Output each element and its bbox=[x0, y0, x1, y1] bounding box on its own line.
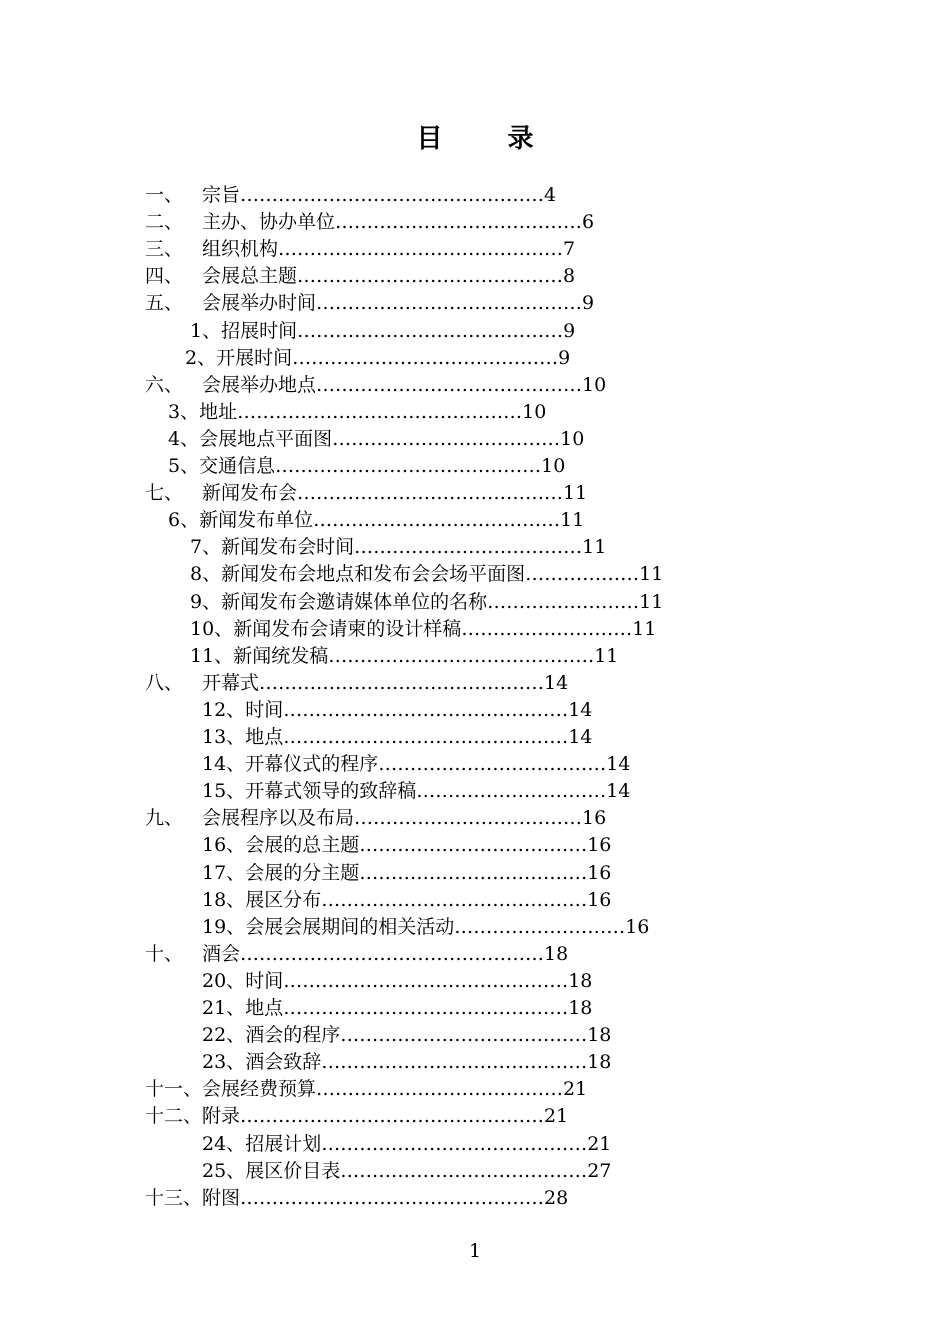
toc-entry[interactable] bbox=[190, 643, 618, 670]
toc-entry-title: 招展计划 bbox=[245, 1132, 322, 1155]
toc-entry-title: 新闻发布会地点和发布会会场平面图 bbox=[221, 563, 526, 586]
toc-entry-leader: ……………………… bbox=[461, 617, 633, 640]
toc-entry[interactable] bbox=[202, 995, 592, 1022]
toc-entry-page: 14 bbox=[568, 698, 593, 721]
toc-entry-page: 14 bbox=[606, 753, 631, 776]
toc-entry-title: 宗旨 bbox=[202, 184, 241, 206]
toc-entry-number: 6、 bbox=[168, 509, 200, 532]
toc-entry-title: 主办、协办单位 bbox=[202, 211, 336, 234]
toc-entry-number: 7、 bbox=[190, 536, 222, 559]
toc-entry[interactable] bbox=[202, 887, 611, 914]
toc-entry-number: 十三、 bbox=[145, 1186, 203, 1209]
toc-entry-page: 11 bbox=[560, 509, 585, 532]
toc-entry-number: 25、 bbox=[202, 1159, 246, 1182]
toc-entry-leader: ………………………………… bbox=[340, 1024, 588, 1047]
toc-entry-number: 9、 bbox=[190, 590, 222, 613]
toc-entry[interactable] bbox=[145, 941, 568, 968]
toc-entry-leader: ……………………… bbox=[454, 915, 626, 938]
toc-entry-number: 3、 bbox=[168, 400, 200, 423]
toc-entry-title: 酒会 bbox=[202, 942, 241, 965]
toc-entry-page: 14 bbox=[606, 780, 631, 803]
toc-entry-leader: …………………………………… bbox=[328, 644, 595, 667]
toc-entry-page: 16 bbox=[587, 861, 612, 884]
toc-entry-title: 附录 bbox=[202, 1105, 241, 1128]
toc-entry-leader: ……………………………… bbox=[359, 861, 588, 884]
toc-entry-leader: ………………………………………… bbox=[240, 184, 545, 206]
toc-entry[interactable] bbox=[202, 724, 592, 751]
toc-entry-number: 4、 bbox=[168, 427, 200, 450]
toc-entry-leader: ………………………………………… bbox=[240, 942, 545, 965]
toc-entry-leader: ……………………………………… bbox=[283, 969, 569, 992]
toc-entry-leader: ……………… bbox=[525, 563, 640, 586]
toc-entry[interactable] bbox=[145, 1103, 568, 1130]
toc-entry-page: 18 bbox=[544, 942, 569, 965]
toc-entry-title: 开幕仪式的程序 bbox=[245, 753, 379, 776]
toc-entry-leader: ……………………………… bbox=[378, 753, 607, 776]
toc-entry-leader: …………………………………… bbox=[321, 888, 588, 911]
toc-entry-number: 20、 bbox=[202, 969, 246, 992]
toc-entry-title: 新闻发布会 bbox=[202, 482, 298, 505]
toc-entry-leader: ……………………………… bbox=[359, 834, 588, 857]
toc-entry-leader: ………………………………………… bbox=[240, 1105, 545, 1128]
toc-entry-number: 14、 bbox=[202, 753, 246, 776]
toc-entry[interactable] bbox=[190, 561, 663, 588]
toc-entry-page: 16 bbox=[587, 888, 612, 911]
toc-entry-leader: …………………… bbox=[487, 590, 640, 613]
toc-entry-title: 会展的总主题 bbox=[245, 834, 360, 857]
toc-entry-leader: ……………………………………… bbox=[283, 726, 569, 748]
toc-entry-title: 新闻发布会邀请媒体单位的名称 bbox=[221, 590, 488, 613]
toc-entry-leader: ……………………………………… bbox=[237, 400, 523, 423]
toc-entry-leader: …………………………………… bbox=[297, 265, 564, 288]
toc-entry-leader: …………………………………… bbox=[297, 319, 564, 342]
toc-entry-page: 28 bbox=[544, 1186, 569, 1209]
toc-entry-page: 11 bbox=[563, 482, 588, 505]
toc-entry-title: 酒会致辞 bbox=[245, 1051, 322, 1074]
toc-entry[interactable] bbox=[185, 345, 570, 372]
toc-entry[interactable] bbox=[202, 832, 611, 859]
toc-entry[interactable] bbox=[168, 453, 565, 480]
toc-entry-page: 14 bbox=[544, 671, 569, 694]
toc-entry-leader: …………………………………… bbox=[316, 373, 583, 396]
toc-entry-number: 21、 bbox=[202, 997, 246, 1019]
toc-entry-title: 会展的分主题 bbox=[245, 861, 360, 884]
toc-entry-page: 11 bbox=[639, 563, 664, 586]
toc-entry-leader: ………………………………… bbox=[313, 509, 561, 532]
page-title: 目 录 bbox=[416, 124, 562, 154]
toc-entry[interactable] bbox=[190, 616, 656, 643]
toc-entry[interactable] bbox=[202, 778, 630, 805]
toc-entry-leader: ……………………………… bbox=[332, 427, 561, 450]
toc-entry-leader: ………………………………… bbox=[340, 1159, 588, 1182]
toc-entry[interactable] bbox=[202, 860, 611, 887]
toc-entry-title: 开幕式领导的致辞稿 bbox=[245, 780, 417, 803]
toc-entry-title: 地点 bbox=[245, 997, 284, 1019]
toc-entry[interactable] bbox=[202, 1049, 611, 1076]
toc-entry-page: 10 bbox=[541, 455, 566, 477]
toc-entry[interactable] bbox=[168, 507, 584, 534]
toc-entry-page: 18 bbox=[587, 1051, 612, 1074]
toc-entry[interactable] bbox=[145, 670, 568, 697]
toc-entry-number: 2、 bbox=[185, 346, 217, 369]
toc-entry-number: 一、 bbox=[145, 184, 184, 206]
toc-entry-page: 9 bbox=[558, 346, 571, 369]
toc-entry-number: 五、 bbox=[145, 292, 184, 315]
toc-entry-page: 11 bbox=[594, 644, 619, 667]
toc-entry-number: 四、 bbox=[145, 265, 184, 288]
toc-entry-number: 十一、 bbox=[145, 1078, 203, 1101]
toc-entry-number: 11、 bbox=[190, 644, 234, 667]
toc-entry-number: 18、 bbox=[202, 888, 246, 911]
toc-entry-page: 11 bbox=[639, 590, 664, 613]
toc-entry-title: 会展地点平面图 bbox=[199, 427, 333, 450]
toc-entry[interactable] bbox=[190, 318, 575, 345]
toc-entry-number: 23、 bbox=[202, 1051, 246, 1074]
toc-entry-title: 招展时间 bbox=[221, 319, 298, 342]
toc-entry-title: 新闻统发稿 bbox=[233, 644, 329, 667]
toc-entry-leader: ……………………………… bbox=[354, 807, 583, 830]
toc-entry-leader: ……………………………………… bbox=[283, 698, 569, 721]
toc-entry[interactable] bbox=[145, 805, 606, 832]
toc-entry-leader: …………………………………… bbox=[275, 455, 542, 477]
toc-entry-number: 5、 bbox=[168, 455, 200, 477]
toc-entry-number: 15、 bbox=[202, 780, 246, 803]
toc-entry-page: 16 bbox=[582, 807, 607, 830]
toc-entry-title: 地点 bbox=[245, 726, 284, 748]
toc-entry-title: 组织机构 bbox=[202, 238, 279, 261]
toc-entry-title: 时间 bbox=[245, 698, 284, 721]
toc-entry-page: 18 bbox=[587, 1024, 612, 1047]
toc-entry[interactable] bbox=[202, 1131, 611, 1158]
toc-entry-page: 21 bbox=[587, 1132, 612, 1155]
toc-entry-number: 10、 bbox=[190, 617, 234, 640]
toc-entry-title: 交通信息 bbox=[199, 455, 276, 477]
toc-entry-number: 13、 bbox=[202, 726, 246, 748]
toc-entry[interactable] bbox=[145, 290, 594, 317]
toc-entry-title: 新闻发布会时间 bbox=[221, 536, 355, 559]
toc-entry-number: 十、 bbox=[145, 942, 184, 965]
toc-entry-page: 6 bbox=[582, 211, 595, 234]
toc-entry-number: 八、 bbox=[145, 671, 184, 694]
toc-entry-page: 9 bbox=[563, 319, 576, 342]
toc-entry[interactable] bbox=[145, 1185, 568, 1212]
toc-entry[interactable] bbox=[145, 372, 606, 399]
toc-entry-leader: …………………………………… bbox=[292, 346, 559, 369]
toc-entry-page: 16 bbox=[587, 834, 612, 857]
toc-entry-page: 7 bbox=[563, 238, 576, 261]
toc-entry[interactable] bbox=[145, 182, 556, 209]
toc-entry-number: 16、 bbox=[202, 834, 246, 857]
toc-entry-title: 展区分布 bbox=[245, 888, 322, 911]
toc-entry-title: 开展时间 bbox=[216, 346, 293, 369]
toc-entry-page: 18 bbox=[568, 969, 593, 992]
toc-entry-page: 21 bbox=[544, 1105, 569, 1128]
toc-entry-title: 会展总主题 bbox=[202, 265, 298, 288]
toc-entry-title: 附图 bbox=[202, 1186, 241, 1209]
toc-entry[interactable] bbox=[202, 697, 592, 724]
toc-entry-number: 三、 bbox=[145, 238, 184, 261]
toc-entry-title: 时间 bbox=[245, 969, 284, 992]
page-number: 1 bbox=[468, 1240, 482, 1262]
toc-entry[interactable] bbox=[202, 1158, 611, 1185]
toc-entry-leader: ……………………………… bbox=[354, 536, 583, 559]
toc-entry-page: 18 bbox=[568, 997, 593, 1019]
toc-entry-number: 二、 bbox=[145, 211, 184, 234]
toc-entry[interactable] bbox=[202, 914, 649, 941]
toc-entry-number: 十二、 bbox=[145, 1105, 203, 1128]
toc-entry[interactable] bbox=[190, 534, 606, 561]
toc-entry-title: 会展会展期间的相关活动 bbox=[245, 915, 455, 938]
toc-entry-leader: ………………………………… bbox=[316, 1078, 564, 1101]
toc-entry-leader: …………………………………… bbox=[321, 1051, 588, 1074]
toc-entry-title: 会展经费预算 bbox=[202, 1078, 317, 1101]
toc-entry-page: 14 bbox=[568, 726, 593, 748]
toc-entry-page: 16 bbox=[625, 915, 650, 938]
toc-entry[interactable] bbox=[145, 263, 575, 290]
toc-entry-number: 九、 bbox=[145, 807, 184, 830]
toc-entry-title: 会展程序以及布局 bbox=[202, 807, 355, 830]
toc-entry-title: 新闻发布会请柬的设计样稿 bbox=[233, 617, 462, 640]
toc-entry[interactable] bbox=[145, 236, 575, 263]
toc-entry-number: 七、 bbox=[145, 482, 184, 505]
toc-entry-leader: ………………………… bbox=[416, 780, 607, 803]
toc-entry-leader: ……………………………………… bbox=[259, 671, 545, 694]
toc-entry-title: 酒会的程序 bbox=[245, 1024, 341, 1047]
toc-entry-number: 12、 bbox=[202, 698, 246, 721]
toc-entry-number: 24、 bbox=[202, 1132, 246, 1155]
toc-entry-leader: ………………………………………… bbox=[240, 1186, 545, 1209]
toc-entry-title: 新闻发布单位 bbox=[199, 509, 314, 532]
toc-entry[interactable] bbox=[202, 968, 592, 995]
toc-entry[interactable] bbox=[190, 589, 663, 616]
toc-entry[interactable] bbox=[168, 426, 584, 453]
toc-entry-page: 11 bbox=[582, 536, 607, 559]
toc-entry[interactable] bbox=[202, 751, 630, 778]
toc-entry-leader: …………………………………… bbox=[316, 292, 583, 315]
toc-entry-page: 9 bbox=[582, 292, 595, 315]
toc-entry-leader: ………………………………… bbox=[335, 211, 583, 234]
toc-entry-page: 27 bbox=[587, 1159, 612, 1182]
toc-entry-number: 1、 bbox=[190, 319, 222, 342]
toc-entry-page: 4 bbox=[544, 184, 557, 206]
toc-entry-number: 六、 bbox=[145, 373, 184, 396]
toc-entry-number: 22、 bbox=[202, 1024, 246, 1047]
toc-entry-title: 会展举办时间 bbox=[202, 292, 317, 315]
toc-entry-number: 19、 bbox=[202, 915, 246, 938]
toc-entry-page: 10 bbox=[582, 373, 607, 396]
toc-entry-title: 地址 bbox=[199, 400, 238, 423]
toc-entry[interactable] bbox=[202, 1022, 611, 1049]
toc-entry-leader: …………………………………… bbox=[321, 1132, 588, 1155]
toc-entry-title: 开幕式 bbox=[202, 671, 260, 694]
toc-entry-page: 21 bbox=[563, 1078, 588, 1101]
toc-entry-page: 11 bbox=[632, 617, 657, 640]
toc-entry-leader: …………………………………… bbox=[297, 482, 564, 505]
toc-entry[interactable] bbox=[145, 209, 594, 236]
toc-entry-leader: ……………………………………… bbox=[278, 238, 564, 261]
toc-entry-number: 8、 bbox=[190, 563, 222, 586]
toc-entry-page: 8 bbox=[563, 265, 576, 288]
toc-entry-page: 10 bbox=[522, 400, 547, 423]
toc-entry-page: 10 bbox=[560, 427, 585, 450]
toc-entry-title: 会展举办地点 bbox=[202, 373, 317, 396]
toc-entry[interactable] bbox=[145, 480, 587, 507]
toc-entry[interactable] bbox=[145, 1076, 587, 1103]
toc-entry-number: 17、 bbox=[202, 861, 246, 884]
toc-entry-leader: ……………………………………… bbox=[283, 997, 569, 1019]
toc-entry[interactable] bbox=[168, 399, 546, 426]
toc-entry-title: 展区价目表 bbox=[245, 1159, 341, 1182]
